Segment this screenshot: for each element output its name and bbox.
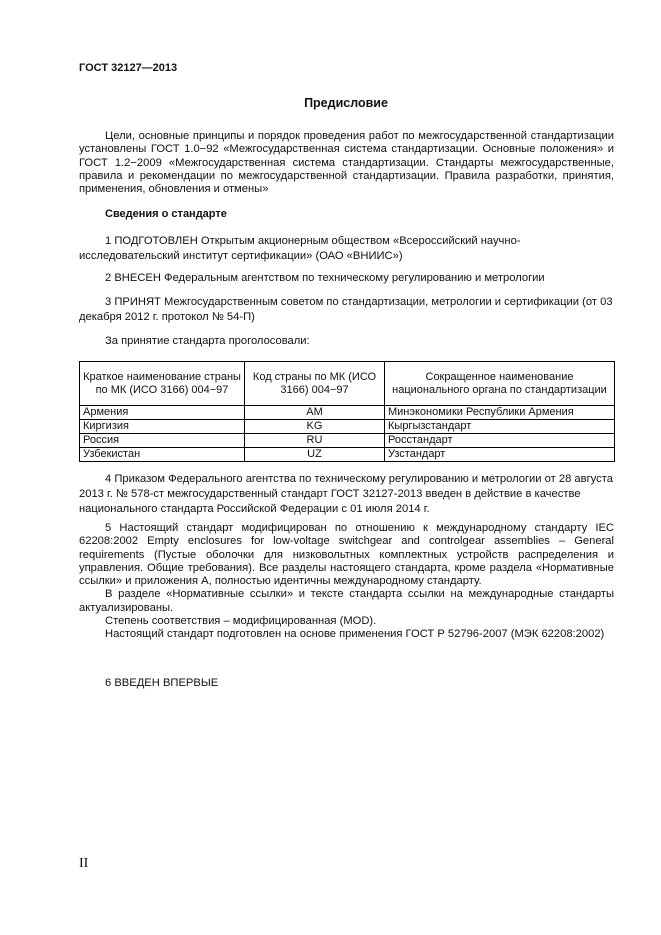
vote-intro-text: За принятие стандарта проголосовали: <box>105 335 310 347</box>
table-cell: RU <box>245 434 385 448</box>
table-header-cell: Сокращенное наименование национального органа по стандартизации <box>385 362 615 406</box>
table-cell: Россия <box>80 434 245 448</box>
table-cell: Минэкономики Республики Армения <box>385 406 615 420</box>
document-header: ГОСТ 32127—2013 <box>79 62 178 74</box>
item-2-text: 2 ВНЕСЕН Федеральным агентством по техническому регулированию и метрологии <box>105 272 545 284</box>
table-row <box>80 420 615 434</box>
item-5 <box>79 522 614 642</box>
table-row <box>80 434 615 448</box>
table-row <box>80 448 615 462</box>
item-4-text: 4 Приказом Федерального агентства по техническому регулированию и метрологии от 28 августа 2013 г. № 578-ст межгосударственный стандарт ГОСТ 32127-2013 введен в действие в качестве национального стандарта Российской Федерации с 01 июля 2014 г. <box>79 473 613 516</box>
item-5-refs: В разделе «Нормативные ссылки» и тексте стандарта ссылки на международные стандарты актуализированы. <box>79 588 614 614</box>
subheading: Сведения о стандарте <box>105 208 227 220</box>
page-title: Предисловие <box>304 96 388 110</box>
item-1 <box>79 234 614 264</box>
table-cell: UZ <box>245 448 385 462</box>
table-cell: Узстандарт <box>385 448 615 462</box>
item-6-text: 6 ВВЕДЕН ВПЕРВЫЕ <box>105 677 219 689</box>
vote-intro <box>79 334 614 349</box>
item-3-text: 3 ПРИНЯТ Межгосударственным советом по стандартизации, метрологии и сертификации (от 03 декабря 2012 г. протокол № 54-П) <box>79 296 613 324</box>
table-cell: Узбекистан <box>80 448 245 462</box>
table-header-row <box>80 362 615 406</box>
table-cell: AM <box>245 406 385 420</box>
table-cell: Киргизия <box>80 420 245 434</box>
item-3 <box>79 295 614 325</box>
item-6 <box>79 676 614 691</box>
item-4 <box>79 472 614 518</box>
table-row <box>80 406 615 420</box>
item-5-basis: Настоящий стандарт подготовлен на основе применения ГОСТ Р 52796-2007 (МЭК 62208:2002) <box>105 628 605 641</box>
table-header-cell: Краткое наименование страны по МК (ИСО 3166) 004−97 <box>80 362 245 406</box>
item-1-text: 1 ПОДГОТОВЛЕН Открытым акционерным обществом «Всероссийский научно-исследовательский институт сертификации» (ОАО «ВНИИС») <box>79 235 521 263</box>
countries-table <box>79 361 615 462</box>
table-cell: Армения <box>80 406 245 420</box>
item-2 <box>79 271 614 286</box>
intro-text: Цели, основные принципы и порядок проведения работ по межгосударственной стандартизации установлены ГОСТ 1.0−92 «Межгосударственная система стандартизации. Основные положения» и ГОСТ 1.2−2009 «Межгосударственная система стандартизации. Стандарты межгосударственные, правила и рекомендации по межгосударственной стандартизации. Правила разработки, принятия, применения, обновления и отмены» <box>79 130 614 196</box>
item-5-text: 5 Настоящий стандарт модифицирован по отношению к международному стандарту IEC 62208:2002 Empty enclosures for low-voltage switchgear and controlgear assemblies – General requirements (Пустые оболочки для низковольтных комплектных устройств распределения и управления. Общие требования). Все разделы настоящего стандарта, кроме раздела «Нормативные ссылки» и приложения А, полностью идентичны международному стандарту. <box>79 522 614 588</box>
page-number: II <box>79 856 89 871</box>
intro-paragraph <box>79 130 614 196</box>
item-5-degree: Степень соответствия – модифицированная (MOD). <box>105 615 377 628</box>
table-cell: KG <box>245 420 385 434</box>
table-cell: Кыргызстандарт <box>385 420 615 434</box>
table-cell: Росстандарт <box>385 434 615 448</box>
table-header-cell: Код страны по МК (ИСО 3166) 004−97 <box>245 362 385 406</box>
